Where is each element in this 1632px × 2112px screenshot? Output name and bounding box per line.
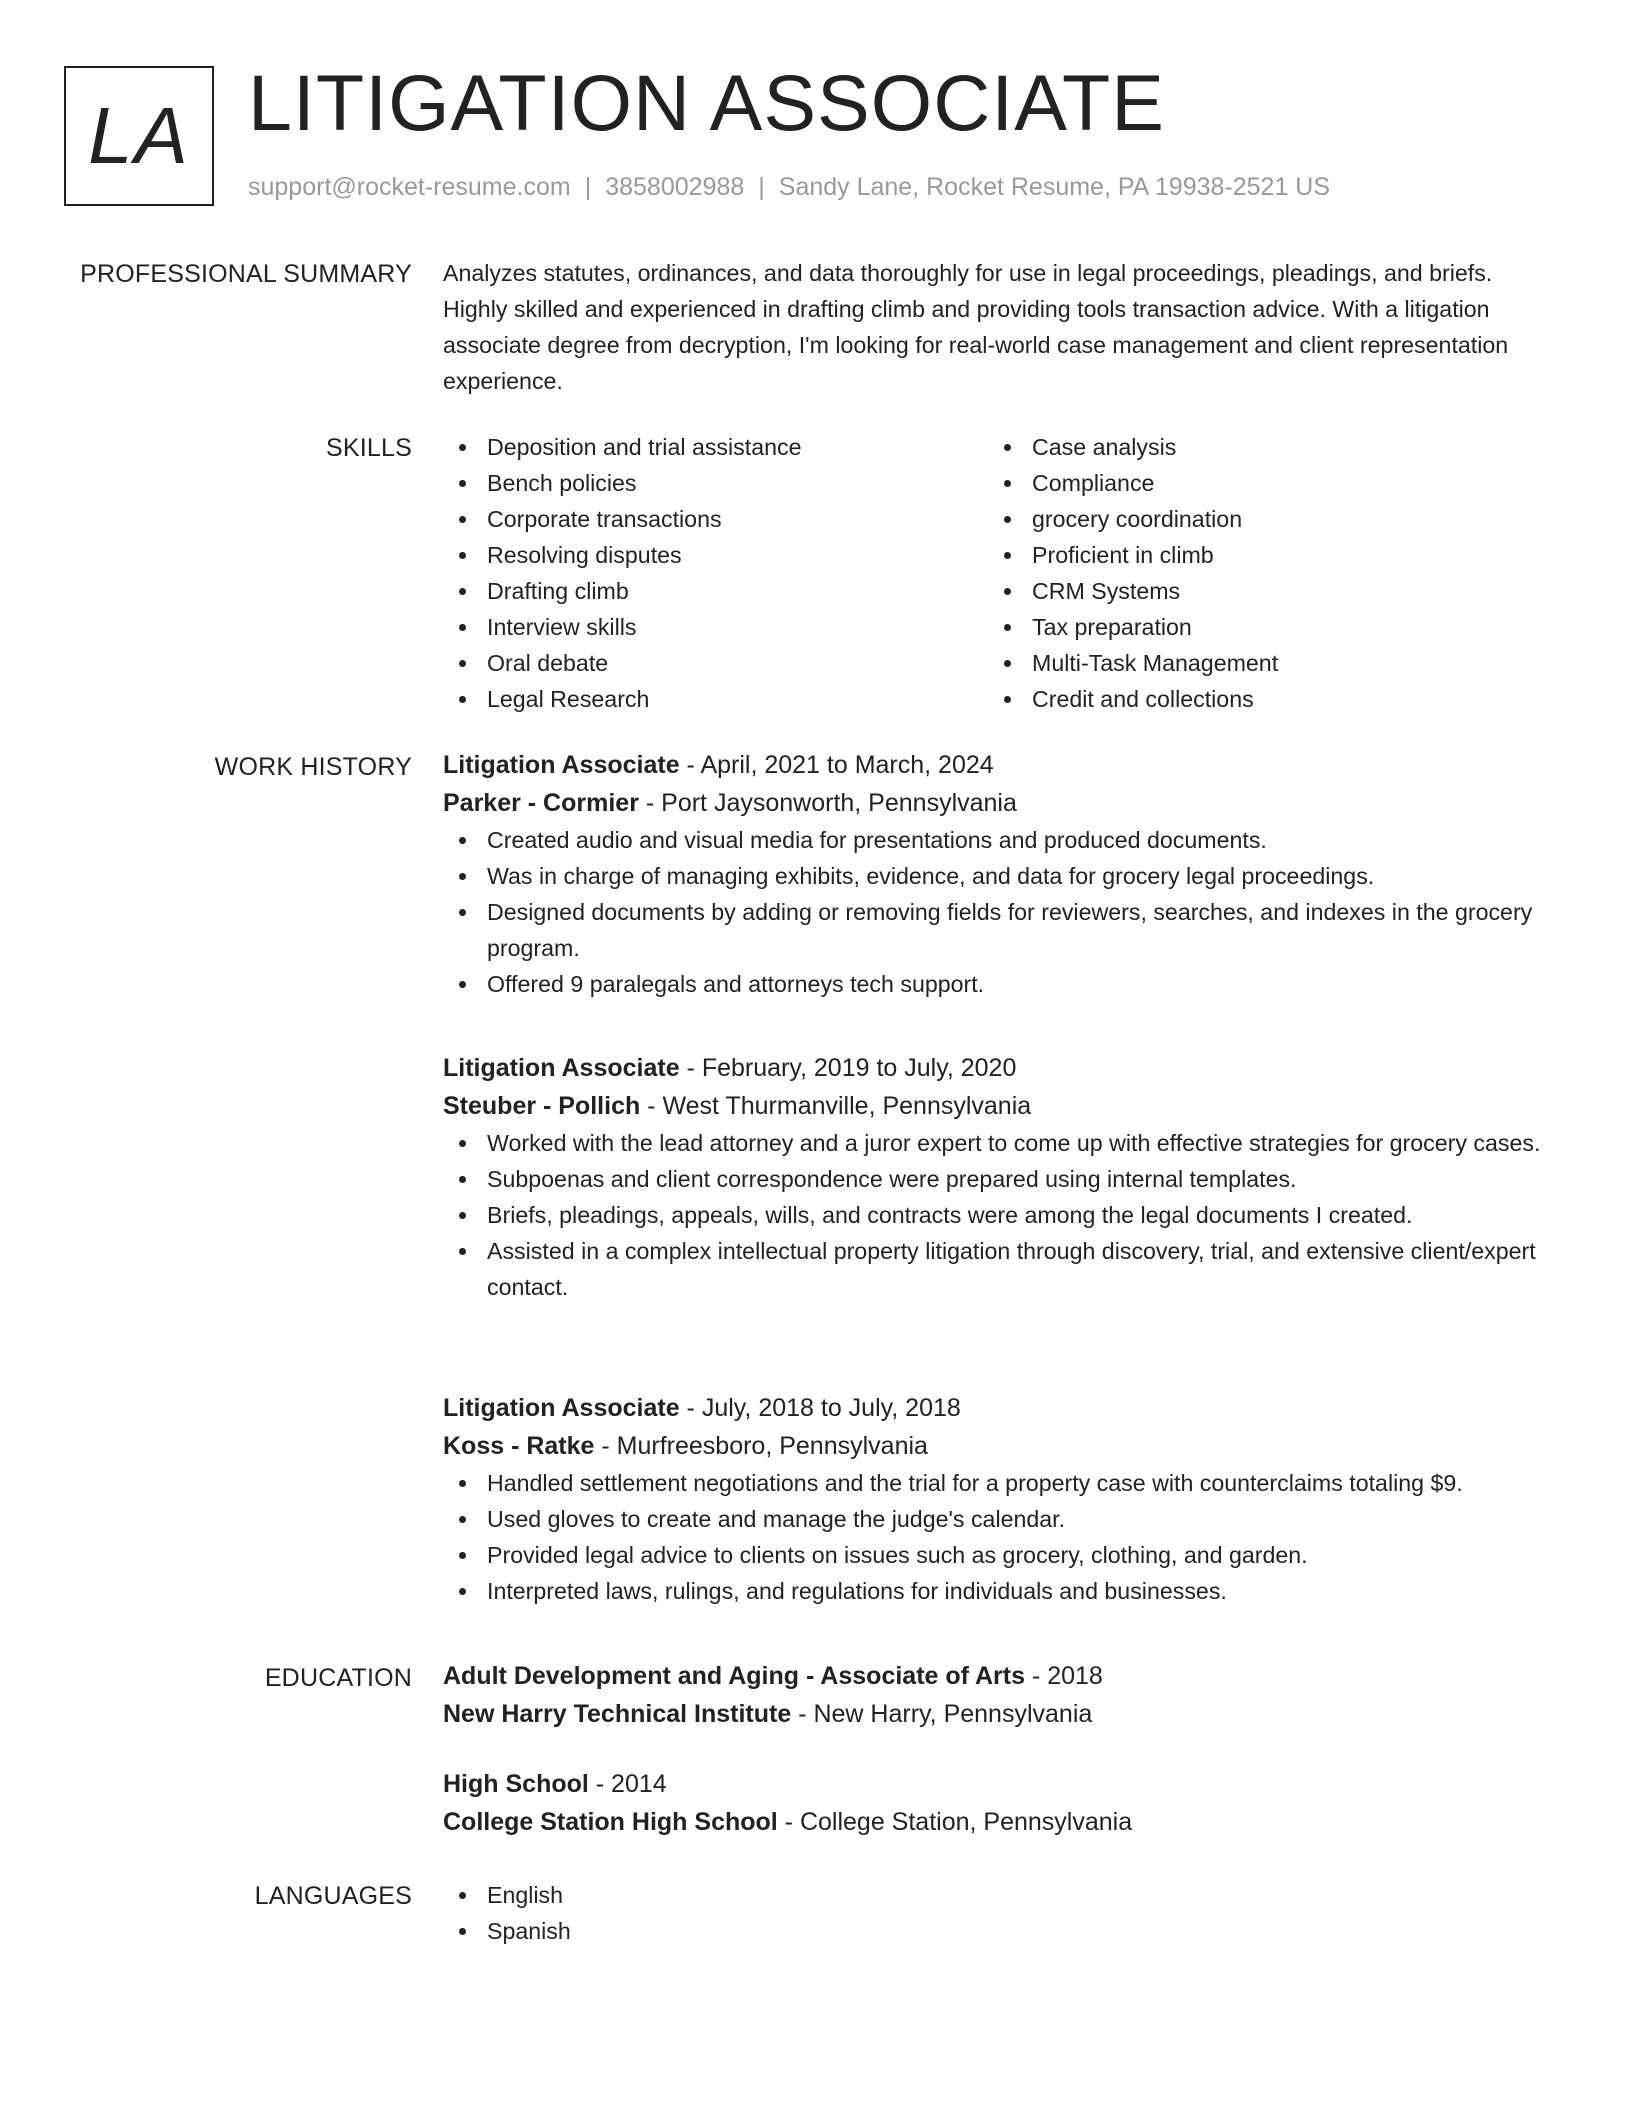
section-heading: WORK HISTORY	[214, 753, 412, 781]
contact-separator: |	[758, 173, 765, 201]
job-duty: Used gloves to create and manage the judge's calendar.	[443, 1501, 1543, 1537]
degree-name: Adult Development and Aging - Associate of Arts	[443, 1662, 1025, 1690]
job-title: Litigation Associate	[443, 751, 680, 779]
skill-item: Corporate transactions	[443, 501, 988, 537]
job-company: Steuber - Pollich	[443, 1092, 641, 1120]
job-location: - Port Jaysonworth, Pennsylvania	[638, 789, 1017, 817]
school-name: New Harry Technical Institute	[443, 1700, 792, 1728]
skill-item: Compliance	[988, 465, 1533, 501]
degree-name: High School	[443, 1770, 589, 1798]
job-entry	[443, 1049, 1543, 1305]
job-title: Litigation Associate	[443, 1394, 680, 1422]
skills-grid	[443, 429, 1543, 717]
contact-address: Sandy Lane, Rocket Resume, PA 19938-2521 US	[778, 173, 1331, 201]
skill-item: CRM Systems	[988, 573, 1533, 609]
education-entry	[443, 1765, 1543, 1841]
summary-body	[443, 255, 1543, 399]
section-heading: PROFESSIONAL SUMMARY	[80, 260, 412, 288]
job-duty: Offered 9 paralegals and attorneys tech support.	[443, 966, 1543, 1002]
job-duty: Interpreted laws, rulings, and regulations for individuals and businesses.	[443, 1573, 1543, 1609]
job-duties	[443, 822, 1543, 1002]
job-company-line	[443, 1427, 1543, 1465]
skill-item: Oral debate	[443, 645, 988, 681]
contact-email: support@rocket-resume.com	[248, 173, 571, 201]
language-item: Spanish	[443, 1913, 1543, 1949]
school-line	[443, 1803, 1543, 1841]
skill-item: grocery coordination	[988, 501, 1533, 537]
job-location: - Murfreesboro, Pennsylvania	[594, 1432, 928, 1460]
job-company-line	[443, 1087, 1543, 1125]
skills-body	[443, 429, 1543, 717]
degree-year: - 2014	[588, 1770, 667, 1798]
skill-item: Bench policies	[443, 465, 988, 501]
job-entry	[443, 746, 1543, 1002]
section-heading: EDUCATION	[264, 1664, 412, 1692]
languages-body	[443, 1877, 1543, 1949]
job-title-line	[443, 746, 1543, 784]
job-title-line	[443, 1389, 1543, 1427]
job-duty: Worked with the lead attorney and a juror expert to come up with effective strategies for grocery cases.	[443, 1125, 1543, 1161]
languages-list	[443, 1877, 1543, 1949]
summary-text: Analyzes statutes, ordinances, and data thoroughly for use in legal proceedings, pleadings, and briefs. Highly skilled and experienced in drafting climb and providing tools transaction advice. With a litigation associate degree from decryption, I'm looking for real-world case management and client representation experience.	[443, 260, 1509, 394]
job-duty: Handled settlement negotiations and the trial for a property case with counterclaims totaling $9.	[443, 1465, 1543, 1501]
skill-item: Interview skills	[443, 609, 988, 645]
degree-line	[443, 1657, 1543, 1695]
skills-list-left	[443, 429, 988, 717]
language-item: English	[443, 1877, 1543, 1913]
job-company: Koss - Ratke	[443, 1432, 595, 1460]
school-location: - College Station, Pennsylvania	[777, 1808, 1133, 1836]
section-heading: LANGUAGES	[254, 1882, 412, 1910]
school-name: College Station High School	[443, 1808, 778, 1836]
skill-item: Resolving disputes	[443, 537, 988, 573]
job-dates: - February, 2019 to July, 2020	[679, 1054, 1017, 1082]
job-title-line	[443, 1049, 1543, 1087]
skill-item: Deposition and trial assistance	[443, 429, 988, 465]
school-line	[443, 1695, 1543, 1733]
job-duty: Was in charge of managing exhibits, evidence, and data for grocery legal proceedings.	[443, 858, 1543, 894]
job-dates: - April, 2021 to March, 2024	[679, 751, 994, 779]
job-duties	[443, 1465, 1543, 1609]
resume-title: LITIGATION ASSOCIATE	[248, 58, 1165, 147]
monogram-initials: LA	[88, 91, 190, 180]
degree-line	[443, 1765, 1543, 1803]
job-company-line	[443, 784, 1543, 822]
section-heading: SKILLS	[326, 434, 412, 462]
skill-item: Credit and collections	[988, 681, 1533, 717]
skill-item: Drafting climb	[443, 573, 988, 609]
job-duty: Briefs, pleadings, appeals, wills, and contracts were among the legal documents I created.	[443, 1197, 1543, 1233]
contact-phone: 3858002988	[605, 173, 745, 201]
job-duty: Subpoenas and client correspondence were prepared using internal templates.	[443, 1161, 1543, 1197]
job-dates: - July, 2018 to July, 2018	[679, 1394, 961, 1422]
skill-item: Proficient in climb	[988, 537, 1533, 573]
job-title: Litigation Associate	[443, 1054, 680, 1082]
job-location: - West Thurmanville, Pennsylvania	[640, 1092, 1032, 1120]
degree-year: - 2018	[1025, 1662, 1103, 1690]
education-entry	[443, 1657, 1543, 1733]
skill-item: Tax preparation	[988, 609, 1533, 645]
job-duty: Provided legal advice to clients on issues such as grocery, clothing, and garden.	[443, 1537, 1543, 1573]
job-entry	[443, 1389, 1543, 1609]
skill-item: Case analysis	[988, 429, 1533, 465]
monogram-logo	[64, 66, 214, 206]
job-duty: Assisted in a complex intellectual property litigation through discovery, trial, and extensive client/expert contact.	[443, 1233, 1543, 1305]
contact-line	[248, 172, 1330, 202]
skill-item: Multi-Task Management	[988, 645, 1533, 681]
job-company: Parker - Cormier	[443, 789, 639, 817]
job-duty: Designed documents by adding or removing fields for reviewers, searches, and indexes in the grocery program.	[443, 894, 1543, 966]
school-location: - New Harry, Pennsylvania	[791, 1700, 1093, 1728]
contact-separator: |	[584, 173, 592, 201]
skills-list-right	[988, 429, 1533, 717]
job-duties	[443, 1125, 1543, 1305]
skill-item: Legal Research	[443, 681, 988, 717]
job-duty: Created audio and visual media for presentations and produced documents.	[443, 822, 1543, 858]
